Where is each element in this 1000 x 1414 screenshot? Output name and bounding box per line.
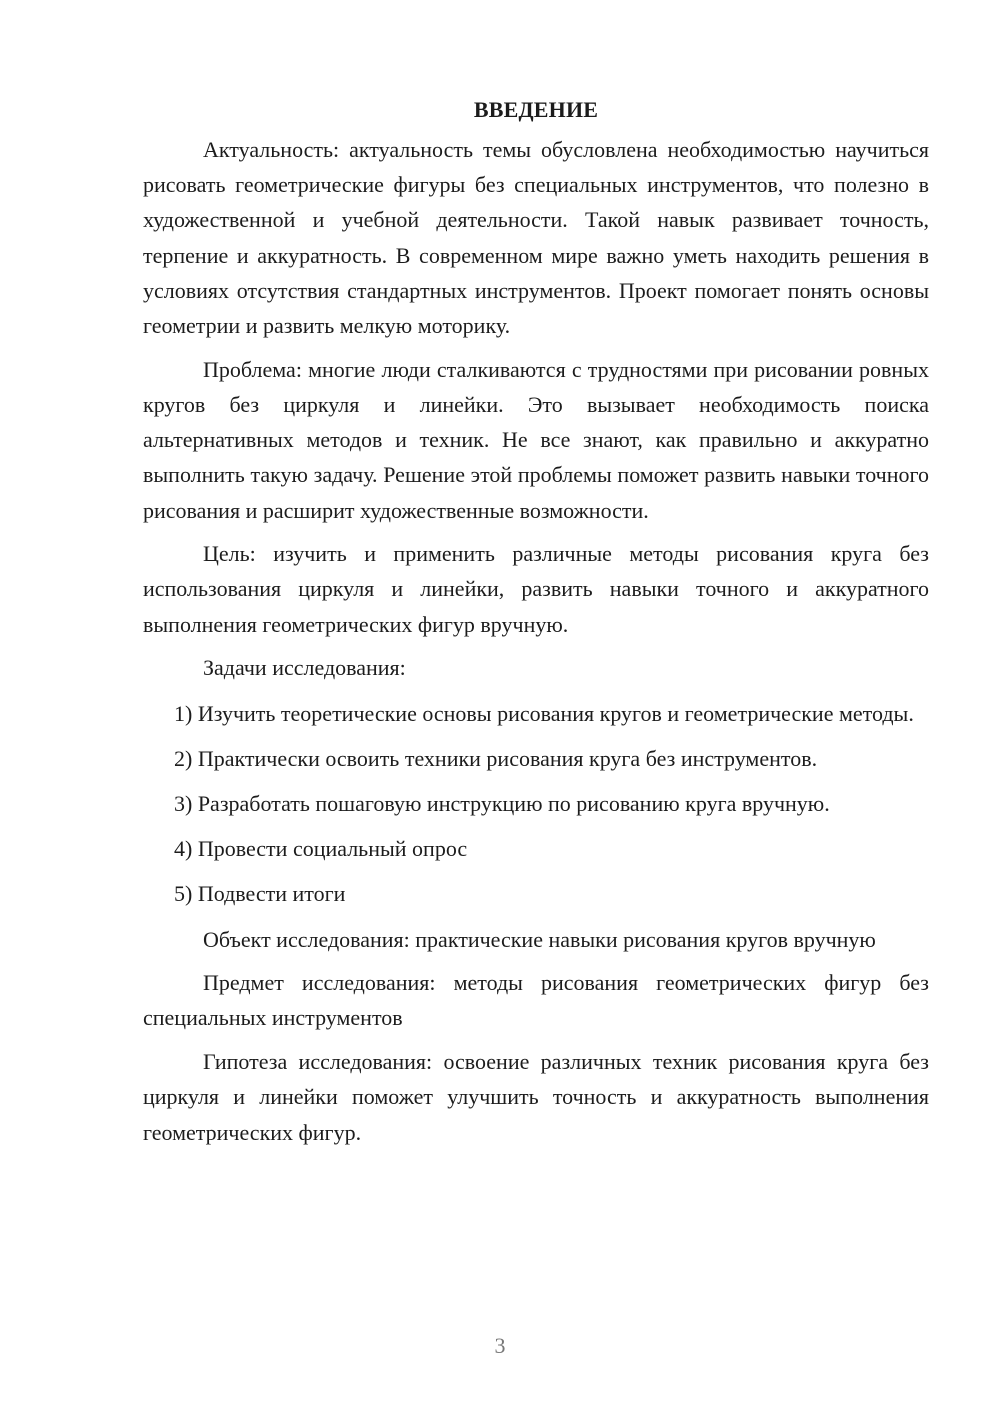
hypothesis-paragraph: Гипотеза исследования: освоение различных техник рисования круга без циркуля и линейки поможет улучшить точность и аккуратность выполнения геометрических фигур. xyxy=(143,1049,929,1145)
section-heading: ВВЕДЕНИЕ xyxy=(473,97,599,122)
list-item: 3) Разработать пошаговую инструкцию по рисованию круга вручную. xyxy=(174,790,830,816)
relevance-paragraph: Актуальность: актуальность темы обусловлена необходимостью научиться рисовать геометрические фигуры без специальных инструментов, что полезно в художественной и учебной деятельности. Такой навык развивает точность, терпение и аккуратность. В современном мире важно уметь находить решения в условиях отсутствия стандартных инструментов. Проект помогает понять основы геометрии и развить мелкую моторику. xyxy=(143,137,929,339)
list-item: 4) Провести социальный опрос xyxy=(174,836,468,862)
object-paragraph: Объект исследования: практические навыки рисования кругов вручную xyxy=(203,926,876,952)
subject-paragraph: Предмет исследования: методы рисования геометрических фигур без специальных инструментов xyxy=(143,970,929,1031)
tasks-list xyxy=(143,696,929,912)
page-number: 3 xyxy=(494,1333,506,1358)
page-content xyxy=(143,92,929,1158)
list-item: 1) Изучить теоретические основы рисования кругов и геометрические методы. xyxy=(174,700,914,726)
list-item: 2) Практически освоить техники рисования круга без инструментов. xyxy=(174,745,818,771)
goal-paragraph: Цель: изучить и применить различные методы рисования круга без использования циркуля и линейки, развить навыки точного и аккуратного выполнения геометрических фигур вручную. xyxy=(143,541,929,637)
list-item: 5) Подвести итоги xyxy=(174,881,346,907)
tasks-heading: Задачи исследования: xyxy=(203,655,406,681)
problem-paragraph: Проблема: многие люди сталкиваются с трудностями при рисовании ровных кругов без циркуля и линейки. Это вызывает необходимость поиска альтернативных методов и техник. Не все знают, как правильно и аккуратно выполнить такую задачу. Решение этой проблемы поможет развить навыки точного рисования и расширит художественные возможности. xyxy=(143,356,929,523)
